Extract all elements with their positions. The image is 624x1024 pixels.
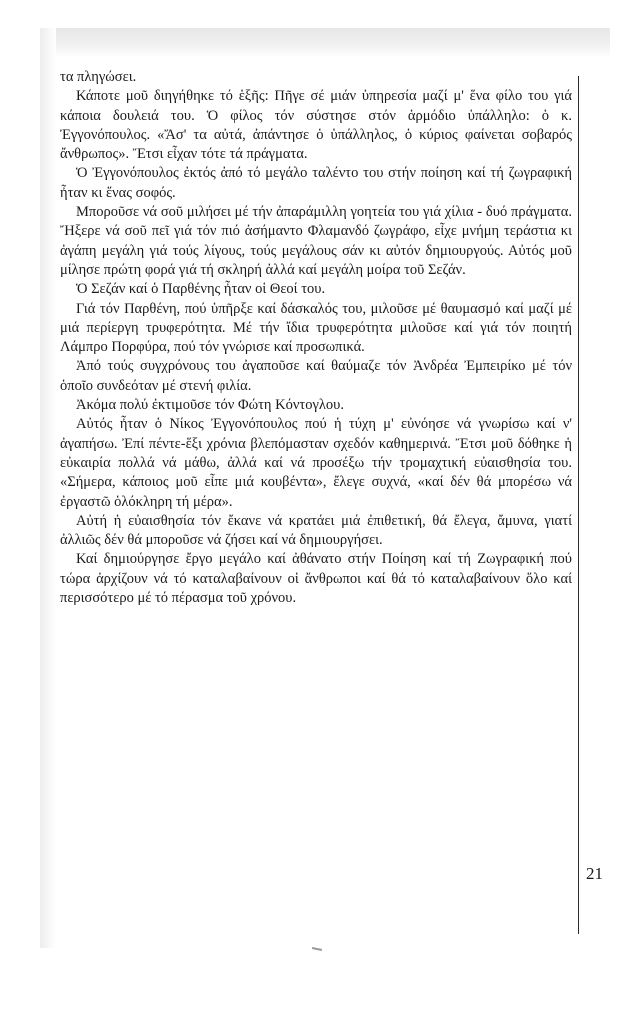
scan-shadow-left bbox=[40, 28, 56, 948]
paragraph-6: Γιά τόν Παρθένη, πού ὑπῆρξε καί δάσκαλός του, μιλοῦσε μέ θαυμασμό καί μαζί μέ μιά περίεργη τρυφερότητα. Μέ τήν ἴδια τρυφερότητα μιλοῦσε καί γιά τόν ποιητή Λάμπρο Πορφύρα, πού τόν γνώρισε καί προσωπικά. bbox=[60, 300, 572, 356]
paragraph-8: Ἀκόμα πολύ ἐκτιμοῦσε τόν Φώτη Κόντογλου. bbox=[76, 397, 344, 414]
paragraph-9: Αὐτός ἦταν ὁ Νίκος Ἐγγονόπουλος πού ἡ τύχη μ' εὐνόησε νά γνωρίσω καί ν' ἀγαπήσω. Ἐπί πέντε-ἕξι χρόνια βλεπόμασταν σχεδόν καθημερινά. Ἔτσι μοῦ δόθηκε ἡ εὐκαιρία πολλά νά μάθω, ἀλλά καί νά προσέξω τήν τρομαχτική εὐαισθησία του. «Σήμερα, κάποιος μοῦ εἶπε μιά κουβέντα», ἔλεγε συχνά, «καί δέν θά μπορέσω νά ἐργαστῶ ὁλόκληρη τή μέρα». bbox=[60, 416, 572, 510]
page-number: 21 bbox=[586, 864, 603, 883]
paragraph-3: Ὁ Ἐγγονόπουλος ἐκτός ἀπό τό μεγάλο ταλέντο του στήν ποίηση καί τή ζωγραφική ἦταν κι ἕνας σοφός. bbox=[60, 165, 572, 201]
scan-speck bbox=[312, 947, 322, 951]
paragraph-2: Κάποτε μοῦ διηγήθηκε τό ἑξῆς: Πῆγε σέ μιάν ὑπηρεσία μαζί μ' ἕνα φίλο του γιά κάποια δουλειά του. Ὁ φίλος τόν σύστησε στόν ἁρμόδιο ὑπάλληλο: ὁ κ. Ἐγγονόπουλος. «Ἄσ' τα αὐτά, ἀπάντησε ὁ ὑπάλληλος, ὁ κύριος φαίνεται σοβαρός ἄνθρωπος». Ἔτσι εἶχαν τότε τά πράγματα. bbox=[60, 88, 572, 163]
paragraph-10: Αὐτή ἡ εὐαισθησία τόν ἔκανε νά κρατάει μιά ἐπιθετική, θά ἔλεγα, ἄμυνα, γιατί ἀλλιῶς δέν θά μποροῦσε νά ζήσει καί νά δημιουργήσει. bbox=[60, 512, 572, 549]
paragraph-5: Ὁ Σεζάν καί ὁ Παρθένης ἦταν οἱ Θεοί του. bbox=[76, 281, 326, 298]
paragraph-4: Μποροῦσε νά σοῦ μιλήσει μέ τήν ἀπαράμιλλη γοητεία του γιά χίλια - δυό πράγματα. Ἤξερε νά σοῦ πεῖ γιά τόν πιό ἀσήμαντο Φλαμανδό ζωγράφο, εἶχε μνήμη τεράστια κι ἀγάπη μεγάλη γιά τούς λίγους, τούς μεγάλους σάν κι αὐτόν δημιουργούς. Αὐτός μοῦ μίλησε πρώτη φορά γιά τή σκληρή ἀλλά καί μεγάλη μοίρα τοῦ Σεζάν. bbox=[60, 204, 572, 278]
body-text bbox=[60, 68, 572, 608]
scan-shadow-top bbox=[40, 28, 610, 58]
margin-rule bbox=[578, 76, 579, 934]
paragraph-7: Ἀπό τούς συγχρόνους του ἀγαποῦσε καί θαύμαζε τόν Ἀνδρέα Ἐμπειρίκο μέ τόν ὁποῖο συνδεόταν μέ στενή φιλία. bbox=[60, 358, 572, 394]
paragraph-11: Καί δημιούργησε ἔργο μεγάλο καί ἀθάνατο στήν Ποίηση καί τή Ζωγραφική πού τώρα ἀρχίζουν νά τό καταλαβαίνουν οἱ ἄνθρωποι καί θά τό καταλαβαίνουν ὅλο καί περισσότερο μέ τό πέρασμα τοῦ χρόνου. bbox=[60, 551, 572, 607]
paragraph-1: τα πληγώσει. bbox=[60, 69, 137, 85]
